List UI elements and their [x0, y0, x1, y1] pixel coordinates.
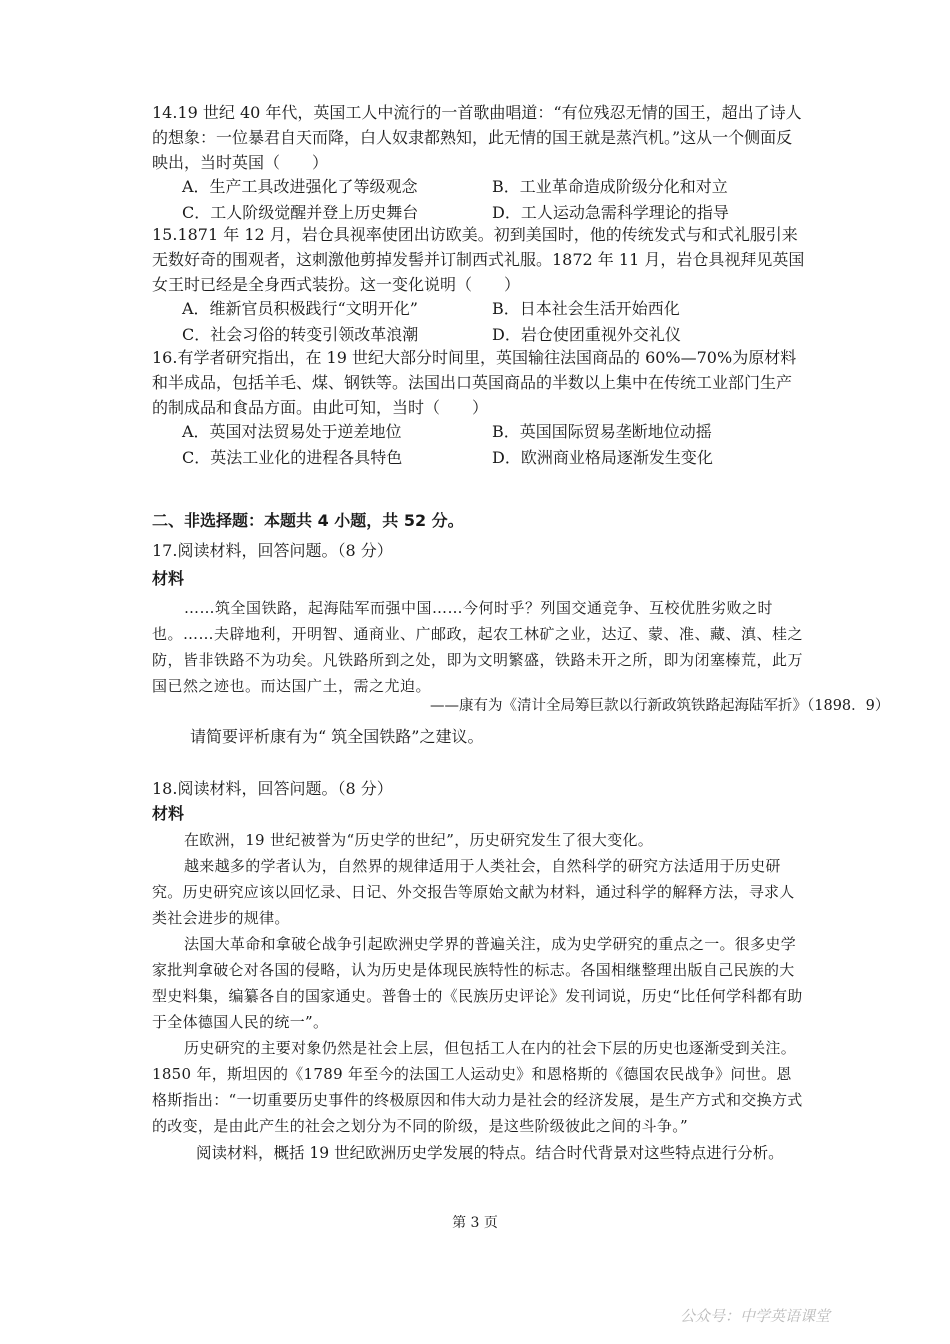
question-17-title: 17.阅读材料，回答问题。（8 分）: [152, 541, 393, 560]
question-18-paragraph-1: 在欧洲，19 世纪被誉为“历史学的世纪”，历史研究发生了很大变化。: [184, 831, 654, 849]
question-16-options: [182, 419, 802, 471]
option-16-b: B．英国国际贸易垄断地位动摇: [492, 422, 712, 441]
watermark: 公众号：中学英语课堂: [680, 1307, 831, 1325]
option-15-c: C．社会习俗的转变引领改革浪潮: [182, 325, 419, 344]
question-17-material-text: ……筑全国铁路，起海陆军而强中国……今何时乎？列国交通竞争、互校优胜劣败之时也。……夫辟地利，开明智、通商业、广邮政，起农工林矿之业，达辽、蒙、准、藏、滇、桂之防，皆非铁路不为功矣。凡铁路所到之处，即为文明繁盛，铁路未开之所，即为闭塞榛荒，此万国已然之迹也。而达国广土，需之尤迫。: [152, 599, 804, 695]
option-15-d: D．岩仓使团重视外交礼仪: [492, 325, 681, 344]
question-14-stem: 14.19 世纪 40 年代，英国工人中流行的一首歌曲唱道：“有位残忍无情的国王，超出了诗人的想象：一位暴君自天而降，白人奴隶都熟知，此无情的国王就是蒸汽机。”这从一个侧面反映出，当时英国（ ）: [152, 103, 802, 172]
question-17-material-label: 材料: [152, 569, 185, 588]
option-14-d: D．工人运动急需科学理论的指导: [492, 203, 729, 222]
option-14-c: C．工人阶级觉醒并登上历史舞台: [182, 203, 419, 222]
option-15-a: A．维新官员积极践行“文明开化”: [182, 299, 418, 318]
question-18-material-label: 材料: [152, 804, 185, 823]
question-15-options: [182, 296, 802, 348]
question-18-prompt: 阅读材料，概括 19 世纪欧洲历史学发展的特点。结合时代背景对这些特点进行分析。: [196, 1144, 784, 1162]
page-number: 第 3 页: [452, 1215, 498, 1231]
question-18-paragraph-2: 越来越多的学者认为，自然界的规律适用于人类社会，自然科学的研究方法适用于历史研究。历史研究应该以回忆录、日记、外交报告等原始文献为材料，通过科学的解释方法，寻求人类社会进步的规律。: [152, 857, 795, 927]
question-18-material: [152, 827, 804, 1139]
section-heading-non-choice: 二、非选择题：本题共 4 小题，共 52 分。: [152, 511, 464, 530]
question-17-source: ——康有为《清计全局筹巨款以行新政筑铁路起海陆军折》（1898．9）: [430, 698, 890, 714]
question-15-stem: 15.1871 年 12 月，岩仓具视率使团出访欧美。初到美国时，他的传统发式与和式礼服引来无数好奇的围观者，这刺激他剪掉发髻并订制西式礼服。1872 年 11 月，岩仓具视拜见英国女王时已经是全身西式装扮。这一变化说明（ ）: [152, 225, 805, 294]
question-16-stem: 16.有学者研究指出，在 19 世纪大部分时间里，英国输往法国商品的 60%—70%为原材料和半成品，包括羊毛、煤、钢铁等。法国出口英国商品的半数以上集中在传统工业部门生产的制成品和食品方面。由此可知，当时（ ）: [152, 348, 797, 417]
question-18-paragraph-3: 法国大革命和拿破仑战争引起欧洲史学界的普遍关注，成为史学研究的重点之一。很多史学家批判拿破仑对各国的侵略，认为历史是体现民族特性的标志。各国相继整理出版自己民族的大型史料集，编纂各自的国家通史。普鲁士的《民族历史评论》发刊词说，历史“比任何学科都有助于全体德国人民的统一”。: [152, 935, 803, 1031]
option-14-b: B．工业革命造成阶级分化和对立: [492, 177, 728, 196]
question-18-paragraph-4: 历史研究的主要对象仍然是社会上层，但包括工人在内的社会下层的历史也逐渐受到关注。1850 年，斯坦因的《1789 年至今的法国工人运动史》和恩格斯的《德国农民战争》问世。恩格斯指出：“一切重要历史事件的终极原因和伟大动力是社会的经济发展，是生产方式和交换方式的改变，是由此产生的社会之划分为不同的阶级，是这些阶级彼此之间的斗争。”: [152, 1039, 803, 1135]
option-16-d: D．欧洲商业格局逐渐发生变化: [492, 448, 713, 467]
question-17-prompt: 请简要评析康有为“ 筑全国铁路”之建议。: [190, 727, 484, 746]
option-15-b: B．日本社会生活开始西化: [492, 299, 680, 318]
question-17-material: [152, 595, 804, 699]
option-16-a: A．英国对法贸易处于逆差地位: [182, 422, 402, 441]
option-16-c: C．英法工业化的进程各具特色: [182, 448, 403, 467]
option-14-a: A．生产工具改进强化了等级观念: [182, 177, 418, 196]
question-14-options: [182, 174, 802, 226]
question-18-title: 18.阅读材料，回答问题。（8 分）: [152, 779, 393, 798]
